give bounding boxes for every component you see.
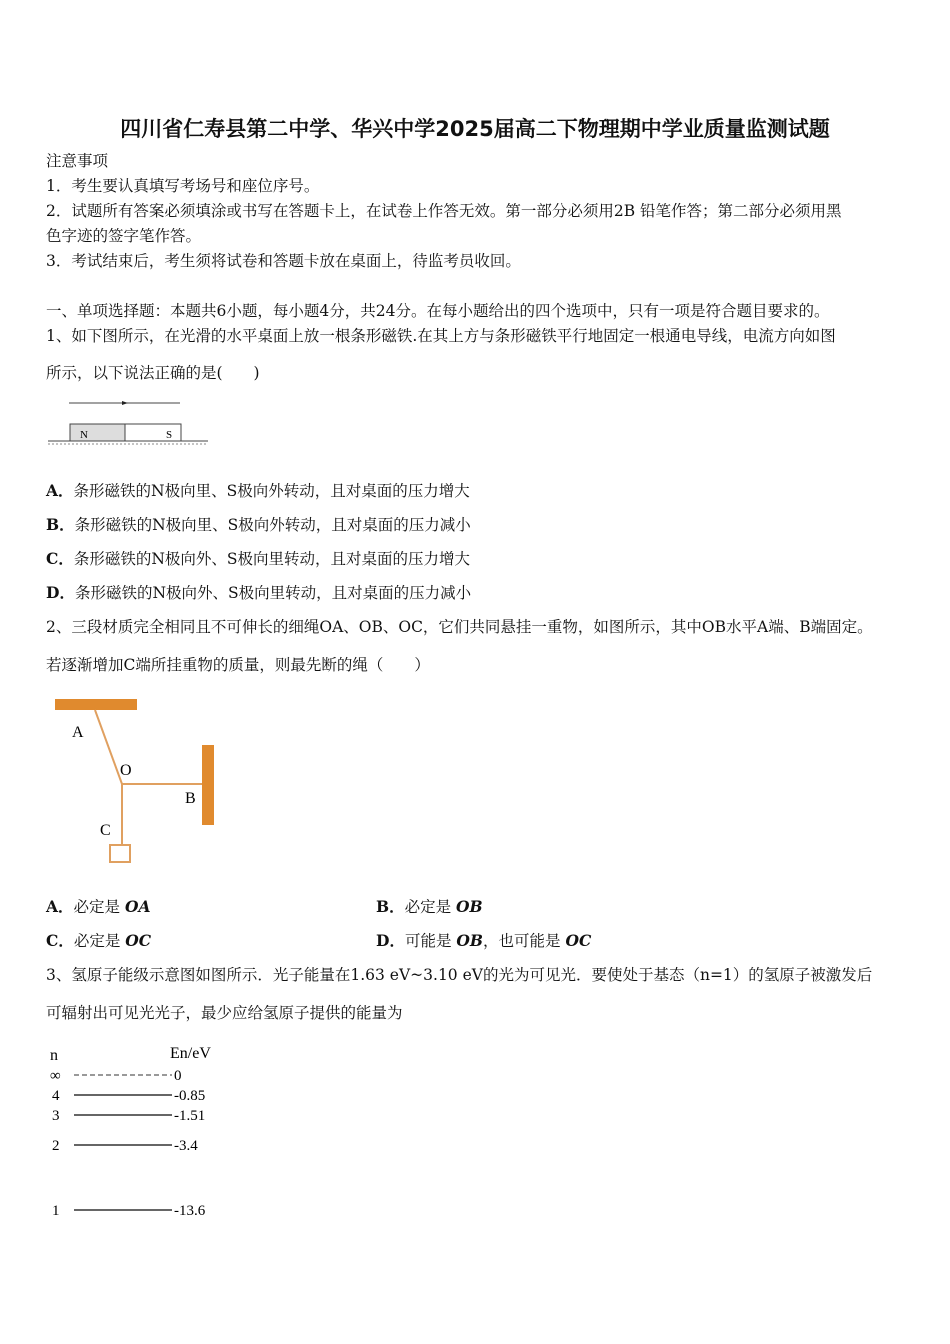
rope-figure [50, 695, 230, 870]
hanging-weight [110, 845, 130, 862]
ceiling-support [55, 699, 137, 710]
label-c: C [100, 822, 111, 839]
magnet-figure [44, 395, 214, 450]
section-heading: 一、单项选择题：本题共6小题，每小题4分，共24分。在每小题给出的四个选项中，只有一项是符合题目要求的。 [46, 302, 830, 320]
option-d[interactable]: D．可能是 OB，也可能是 OC [376, 931, 592, 950]
question-2-text: 2、三段材质完全相同且不可伸长的细绳OA、OB、OC，它们共同悬挂一重物，如图所示，其中OB水平A端、B端固定。 [46, 618, 873, 636]
notice-item: 色字迹的签字笔作答。 [46, 227, 202, 245]
magnet-s-label: S [166, 429, 173, 441]
label-o: O [120, 762, 132, 779]
level-energy-label: -13.6 [174, 1203, 206, 1219]
magnet-n-label: N [80, 429, 88, 441]
level-n-label: 3 [52, 1108, 60, 1124]
level-n-label: 1 [52, 1203, 60, 1219]
option-d[interactable]: D．条形磁铁的N极向外、S极向里转动，且对桌面的压力减小 [46, 583, 472, 602]
energy-level-figure [44, 1040, 244, 1230]
level-energy-label: -1.51 [174, 1108, 206, 1124]
notice-item: 3．考试结束后，考生须将试卷和答题卡放在桌面上，待监考员收回。 [46, 252, 521, 270]
magnet-north-half [70, 424, 125, 441]
rope-oa [95, 710, 122, 784]
notice-heading: 注意事项 [46, 152, 109, 170]
n-axis-label: n [50, 1047, 58, 1064]
level-energy-label: -3.4 [174, 1138, 198, 1154]
option-b[interactable]: B．条形磁铁的N极向里、S极向外转动，且对桌面的压力减小 [46, 515, 471, 534]
page-title: 四川省仁寿县第二中学、华兴中学2025届高二下物理期中学业质量监测试题 [120, 117, 830, 141]
option-b[interactable]: B．必定是 OB [376, 897, 483, 916]
option-a[interactable]: A．条形磁铁的N极向里、S极向外转动，且对桌面的压力增大 [46, 481, 470, 500]
wall-support [202, 745, 214, 825]
label-a: A [72, 724, 84, 741]
current-arrow-icon [122, 401, 128, 405]
option-a[interactable]: A．必定是 OA [46, 897, 151, 916]
question-2-text: 若逐渐增加C端所挂重物的质量，则最先断的绳（ ） [46, 656, 430, 674]
level-energy-label: 0 [174, 1068, 182, 1084]
level-n-label: 2 [52, 1138, 60, 1154]
notice-item: 2．试题所有答案必须填涂或书写在答题卡上，在试卷上作答无效。第一部分必须用2B 铅笔作答；第二部分必须用黑 [46, 202, 842, 220]
question-1-text: 1、如下图所示，在光滑的水平桌面上放一根条形磁铁.在其上方与条形磁铁平行地固定一根通电导线，电流方向如图 [46, 327, 836, 345]
option-c[interactable]: C．条形磁铁的N极向外、S极向里转动，且对桌面的压力增大 [46, 549, 471, 568]
level-n-label: ∞ [50, 1068, 61, 1084]
option-c[interactable]: C．必定是 OC [46, 931, 152, 950]
energy-axis-label: En/eV [170, 1045, 211, 1062]
question-3-text: 3、氢原子能级示意图如图所示．光子能量在1.63 eV~3.10 eV的光为可见光．要使处于基态（n=1）的氢原子被激发后 [46, 966, 873, 984]
notice-item: 1．考生要认真填写考场号和座位序号。 [46, 177, 320, 195]
question-1-text: 所示，以下说法正确的是( ) [46, 364, 260, 382]
magnet-south-half [125, 424, 181, 441]
label-b: B [185, 790, 196, 807]
level-energy-label: -0.85 [174, 1088, 206, 1104]
question-3-text: 可辐射出可见光光子，最少应给氢原子提供的能量为 [46, 1004, 403, 1022]
level-n-label: 4 [52, 1088, 60, 1104]
